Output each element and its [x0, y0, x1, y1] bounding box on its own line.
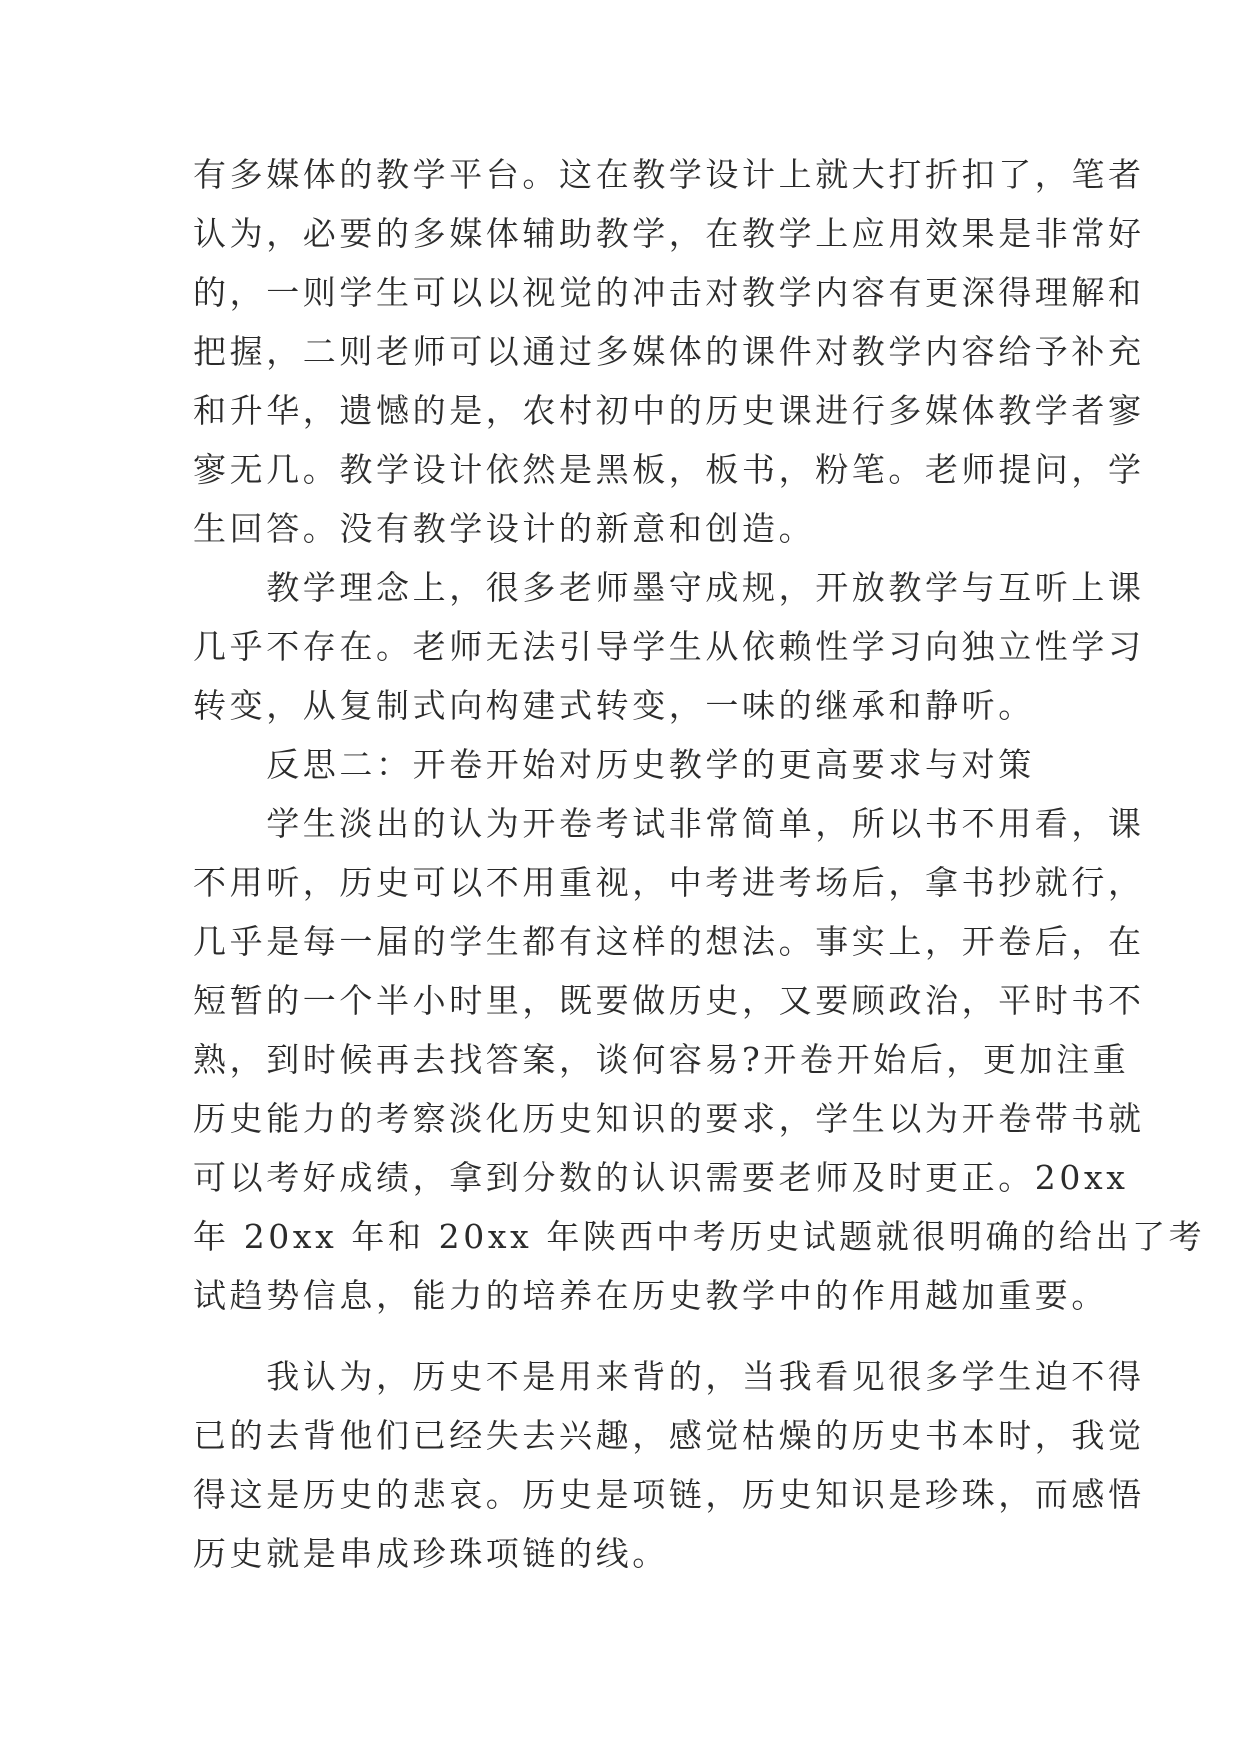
text-line: 熟，到时候再去找答案，谈何容易?开卷开始后，更加注重 — [193, 1040, 1130, 1079]
text-line: 年 20xx 年和 20xx 年陕西中考历史试题就很明确的给出了考 — [193, 1217, 1206, 1256]
text-line: 和升华，遗憾的是，农村初中的历史课进行多媒体教学者寥 — [193, 391, 1145, 430]
text-line: 不用听，历史可以不用重视，中考进考场后，拿书抄就行， — [193, 863, 1145, 902]
text-line: 认为，必要的多媒体辅助教学，在教学上应用效果是非常好 — [193, 214, 1145, 253]
section-heading — [193, 735, 1053, 794]
text-line: 可以考好成绩，拿到分数的认识需要老师及时更正。20xx — [193, 1158, 1129, 1197]
text-line: 生回答。没有教学设计的新意和创造。 — [193, 509, 816, 548]
paragraph-gap — [193, 1325, 1053, 1347]
text-line: 得这是历史的悲哀。历史是项链，历史知识是珍珠，而感悟 — [193, 1475, 1145, 1514]
text-line: 把握，二则老师可以通过多媒体的课件对教学内容给予补充 — [193, 332, 1145, 371]
text-line: 短暂的一个半小时里，既要做历史，又要顾政治，平时书不 — [193, 981, 1145, 1020]
body-text — [193, 145, 1206, 1583]
paragraph — [193, 145, 1145, 558]
text-line: 教学理念上，很多老师墨守成规，开放教学与互听上课 — [193, 568, 1145, 607]
paragraph — [193, 794, 1206, 1325]
text-line: 我认为，历史不是用来背的，当我看见很多学生迫不得 — [193, 1357, 1145, 1396]
text-line: 几乎是每一届的学生都有这样的想法。事实上，开卷后，在 — [193, 922, 1145, 961]
text-line: 的，一则学生可以以视觉的冲击对教学内容有更深得理解和 — [193, 273, 1145, 312]
text-line: 几乎不存在。老师无法引导学生从依赖性学习向独立性学习 — [193, 627, 1145, 666]
text-line: 转变，从复制式向构建式转变，一味的继承和静听。 — [193, 686, 1035, 725]
heading-line: 反思二：开卷开始对历史教学的更高要求与对策 — [193, 745, 1035, 784]
paragraph — [193, 558, 1145, 735]
text-line: 试趋势信息，能力的培养在历史教学中的作用越加重要。 — [193, 1276, 1108, 1315]
text-line: 历史能力的考察淡化历史知识的要求，学生以为开卷带书就 — [193, 1099, 1145, 1138]
paragraph — [193, 1347, 1145, 1583]
text-line: 历史就是串成珍珠项链的线。 — [193, 1534, 669, 1573]
text-line: 寥无几。教学设计依然是黑板，板书，粉笔。老师提问，学 — [193, 450, 1145, 489]
text-line: 学生淡出的认为开卷考试非常简单，所以书不用看，课 — [193, 804, 1145, 843]
text-line: 有多媒体的教学平台。这在教学设计上就大打折扣了，笔者 — [193, 155, 1145, 194]
text-line: 已的去背他们已经失去兴趣，感觉枯燥的历史书本时，我觉 — [193, 1416, 1145, 1455]
